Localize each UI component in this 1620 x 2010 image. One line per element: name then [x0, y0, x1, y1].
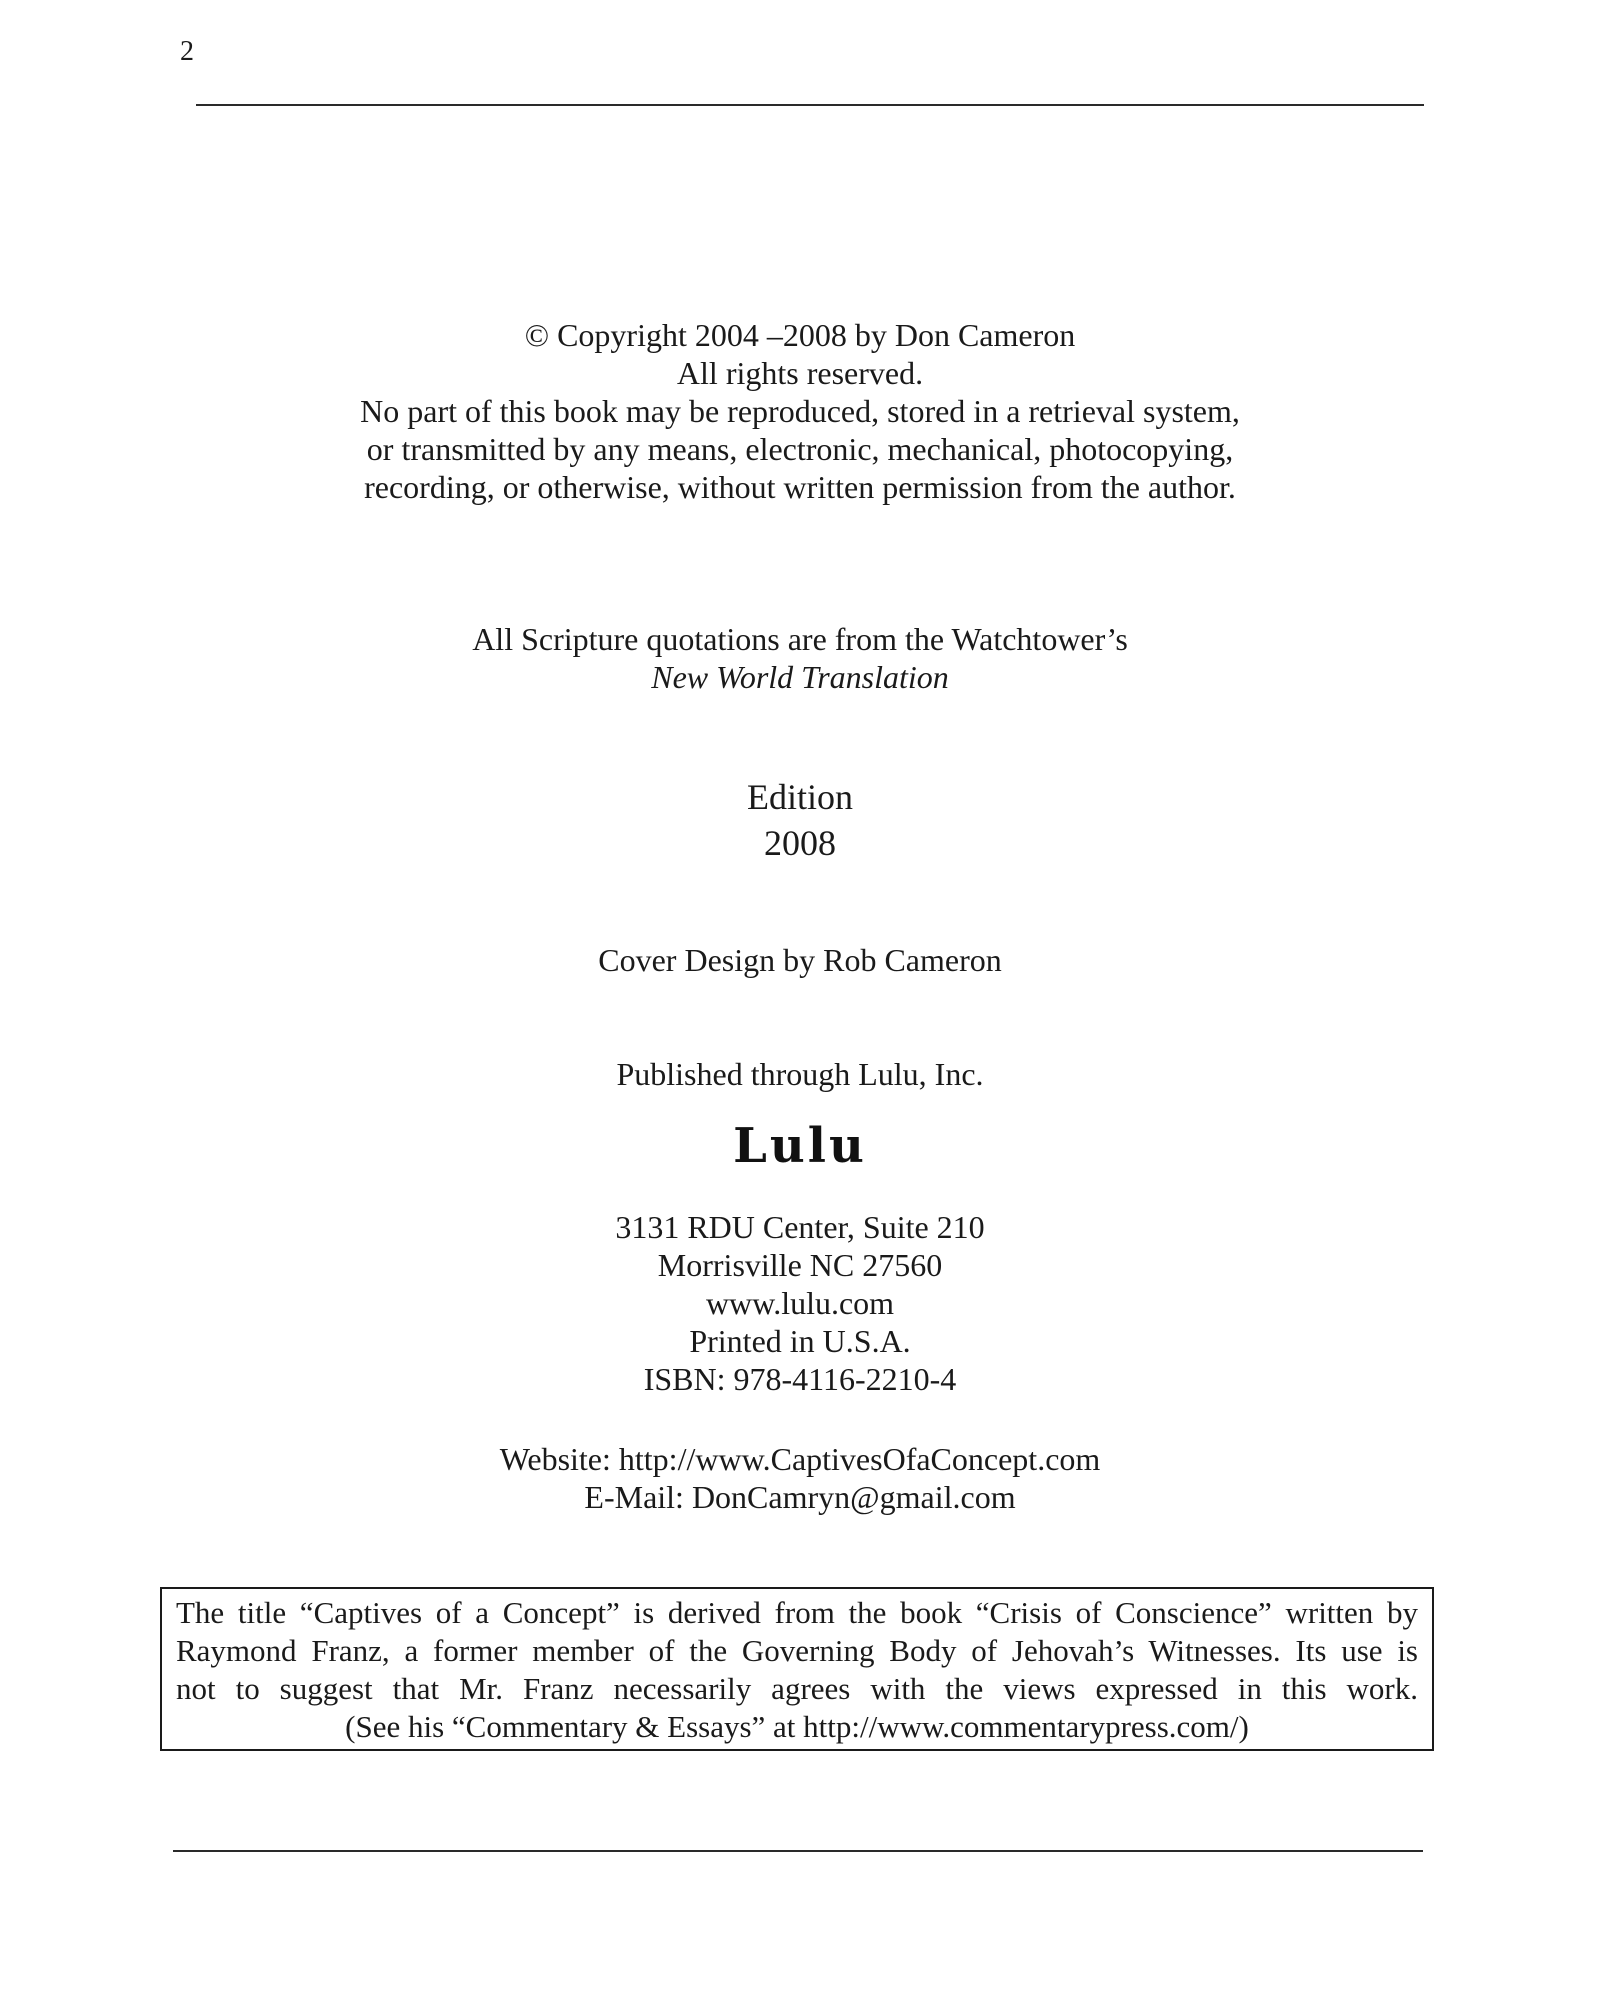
city-line: Morrisville NC 27560 [657, 1247, 943, 1283]
notice-line: The title “Captives of a Concept” is derived from the book “Crisis of Conscience” written by [176, 1595, 1418, 1630]
page-number: 2 [180, 36, 194, 67]
edition-year: 2008 [764, 823, 836, 863]
edition-label: Edition [747, 777, 853, 817]
copyright-notice-line: recording, or otherwise, without written permission from the author. [364, 469, 1236, 505]
title-notice-box [160, 1587, 1434, 1751]
copyright-notice-line: or transmitted by any means, electronic, mechanical, photocopying, [366, 431, 1234, 467]
translation-title: New World Translation [651, 659, 949, 695]
address-line: 3131 RDU Center, Suite 210 [615, 1209, 985, 1245]
published-line: Published through Lulu, Inc. [616, 1056, 984, 1092]
scripture-note [0, 620, 1600, 696]
publisher-logo [0, 1114, 1600, 1174]
notice-line: not to suggest that Mr. Franz necessarily agrees with the views expressed in this work. [176, 1671, 1418, 1706]
publisher-block [0, 1055, 1600, 1093]
notice-line: Raymond Franz, a former member of the Governing Body of Jehovah’s Witnesses. Its use is [176, 1633, 1418, 1668]
address-block [0, 1208, 1600, 1398]
isbn-line: ISBN: 978-4116-2210-4 [643, 1361, 957, 1397]
copyright-notice-line: No part of this book may be reproduced, stored in a retrieval system, [360, 393, 1240, 429]
scripture-line: All Scripture quotations are from the Watchtower’s [472, 621, 1128, 657]
email-line: E-Mail: DonCamryn@gmail.com [584, 1479, 1016, 1515]
contact-block [0, 1440, 1600, 1516]
rights-reserved-line: All rights reserved. [676, 355, 924, 391]
publisher-url: www.lulu.com [705, 1285, 895, 1321]
header-rule [196, 104, 1424, 106]
cover-design-line: Cover Design by Rob Cameron [598, 942, 1002, 978]
copyright-block [0, 316, 1600, 506]
website-line: Website: http://www.CaptivesOfaConcept.com [499, 1441, 1101, 1477]
lulu-logo: Lulu [719, 1114, 881, 1174]
footer-rule [173, 1850, 1423, 1852]
cover-design-credit [0, 941, 1600, 979]
notice-reference-line: (See his “Commentary & Essays” at http://www.commentarypress.com/) [345, 1709, 1249, 1744]
copyright-line: © Copyright 2004 –2008 by Don Cameron [524, 317, 1076, 353]
printed-line: Printed in U.S.A. [689, 1323, 911, 1359]
edition-block [0, 774, 1600, 866]
